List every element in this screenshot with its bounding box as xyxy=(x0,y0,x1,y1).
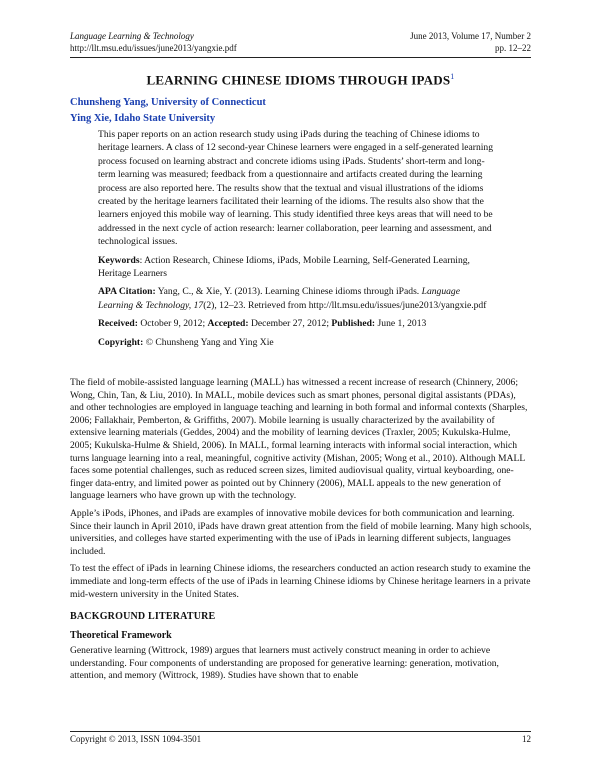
author-2[interactable]: Ying Xie, Idaho State University xyxy=(70,113,216,124)
section-heading: BACKGROUND LITERATURE xyxy=(70,611,216,623)
page-range: pp. 12–22 xyxy=(495,43,531,53)
abstract-block xyxy=(98,128,496,354)
body-paragraph-1: The field of mobile-assisted language learning (MALL) has witnessed a recent increase of research (Chinnery, 2006; Wong, Chin, Tan, & Liu, 2010). In MALL, mobile devices such as smart phones, personal digital assistants (PDAs), and other technologies are employed in language teaching and learning in both formal and informal contexts (Sharples, 2006; Fallakhair, Pemberton, & Griffiths, 2007). Mobile learning is usually characterized by the availability of extensive learning materials (Geddes, 2004) and the mobility of learning devices (Traxler, 2005; Kukulska-Hulme, 2005; Kukulska-Hulme & Shield, 2006). In MALL, formal learning interacts with informal social interaction, which turns language learning into a real, meaningful, cognitive activity (Mishan, 2005; Wong et al., 2010). Although MALL faces some potential challenges, such as reduced screen sizes, limited audiovisual quality, virtual keyboarding, one-finger data-entry, and limited power as pointed out by Chinnery (2006), MALL appeals to the new generation of language learners who have grown up with the technology. xyxy=(70,377,528,502)
page-footer xyxy=(70,734,531,744)
header-divider xyxy=(70,57,531,58)
body-paragraph-2: Apple’s iPods, iPhones, and iPads are examples of innovative mobile devices for both communication and learning. Since their launch in April 2010, iPads have drawn great attention from the field of mobile learning. Many high schools, universities, and colleges have started experimenting with the use of iPads in learning different subjects, languages included. xyxy=(70,507,532,557)
subsection-heading: Theoretical Framework xyxy=(70,629,172,641)
keywords: Keywords: Action Research, Chinese Idioms, iPads, Mobile Learning, Self-Generated Learning, Heritage Learners xyxy=(98,254,470,280)
page-number: 12 xyxy=(522,734,531,744)
body-paragraph-3: To test the effect of iPads in learning Chinese idioms, the researchers conducted an action research study to examine the immediate and long-term effects of the use of iPads in learning Chinese idioms by Chinese heritage learners in a private mid-western university in the United States. xyxy=(70,563,531,600)
publication-dates: Received: October 9, 2012; Accepted: December 27, 2012; Published: June 1, 2013 xyxy=(98,318,427,330)
issue-info: June 2013, Volume 17, Number 2 xyxy=(410,31,531,41)
journal-name: Language Learning & Technology xyxy=(70,31,194,41)
footer-copyright: Copyright © 2013, ISSN 1094-3501 xyxy=(70,734,202,744)
apa-citation: APA Citation: Yang, C., & Xie, Y. (2013). Learning Chinese idioms through iPads. Language Learning & Technology, 17(2), 12–23. Retrieved from http://llt.msu.edu/issues/june2013/yangxie.pdf xyxy=(98,286,487,311)
footnote-mark[interactable]: 1 xyxy=(450,72,455,81)
body-paragraph-4: Generative learning (Wittrock, 1989) argues that learners must actively construct meaning in order to achieve understanding. Four components of understanding are proposed for generative learning: generation, motivation, attention, and memory (Wittrock, 1989). Studies have shown that to enable xyxy=(70,645,499,682)
abstract-text: This paper reports on an action research study using iPads during the teaching of Chinese idioms to heritage learners. A class of 12 second-year Chinese learners were engaged in a self-generated learning process focused on learning abstract and concrete idioms using iPads. Students’ short-term and long-term learning was measured; feedback from a questionnaire and artifacts created during the learning process are also reported here. The results show that the textual and visual illustrations of the idioms created by the heritage learners facilitated their learning of the idioms. The results also show that the learners enjoyed this mobile way of learning. This study identified three keys areas that will need to be addressed in the next cycle of action research: learner collaboration, peer learning and assessment, and technological issues. xyxy=(98,129,494,248)
article-title: LEARNING CHINESE IDIOMS THROUGH IPADS$^1$ xyxy=(146,72,455,88)
article-body xyxy=(70,377,532,688)
footer-divider xyxy=(70,731,531,732)
article-url[interactable]: http://llt.msu.edu/issues/june2013/yangxie.pdf xyxy=(70,43,237,53)
author-1[interactable]: Chunsheng Yang, University of Connecticut xyxy=(70,97,266,108)
copyright-notice: Copyright: © Chunsheng Yang and Ying Xie xyxy=(98,336,274,348)
